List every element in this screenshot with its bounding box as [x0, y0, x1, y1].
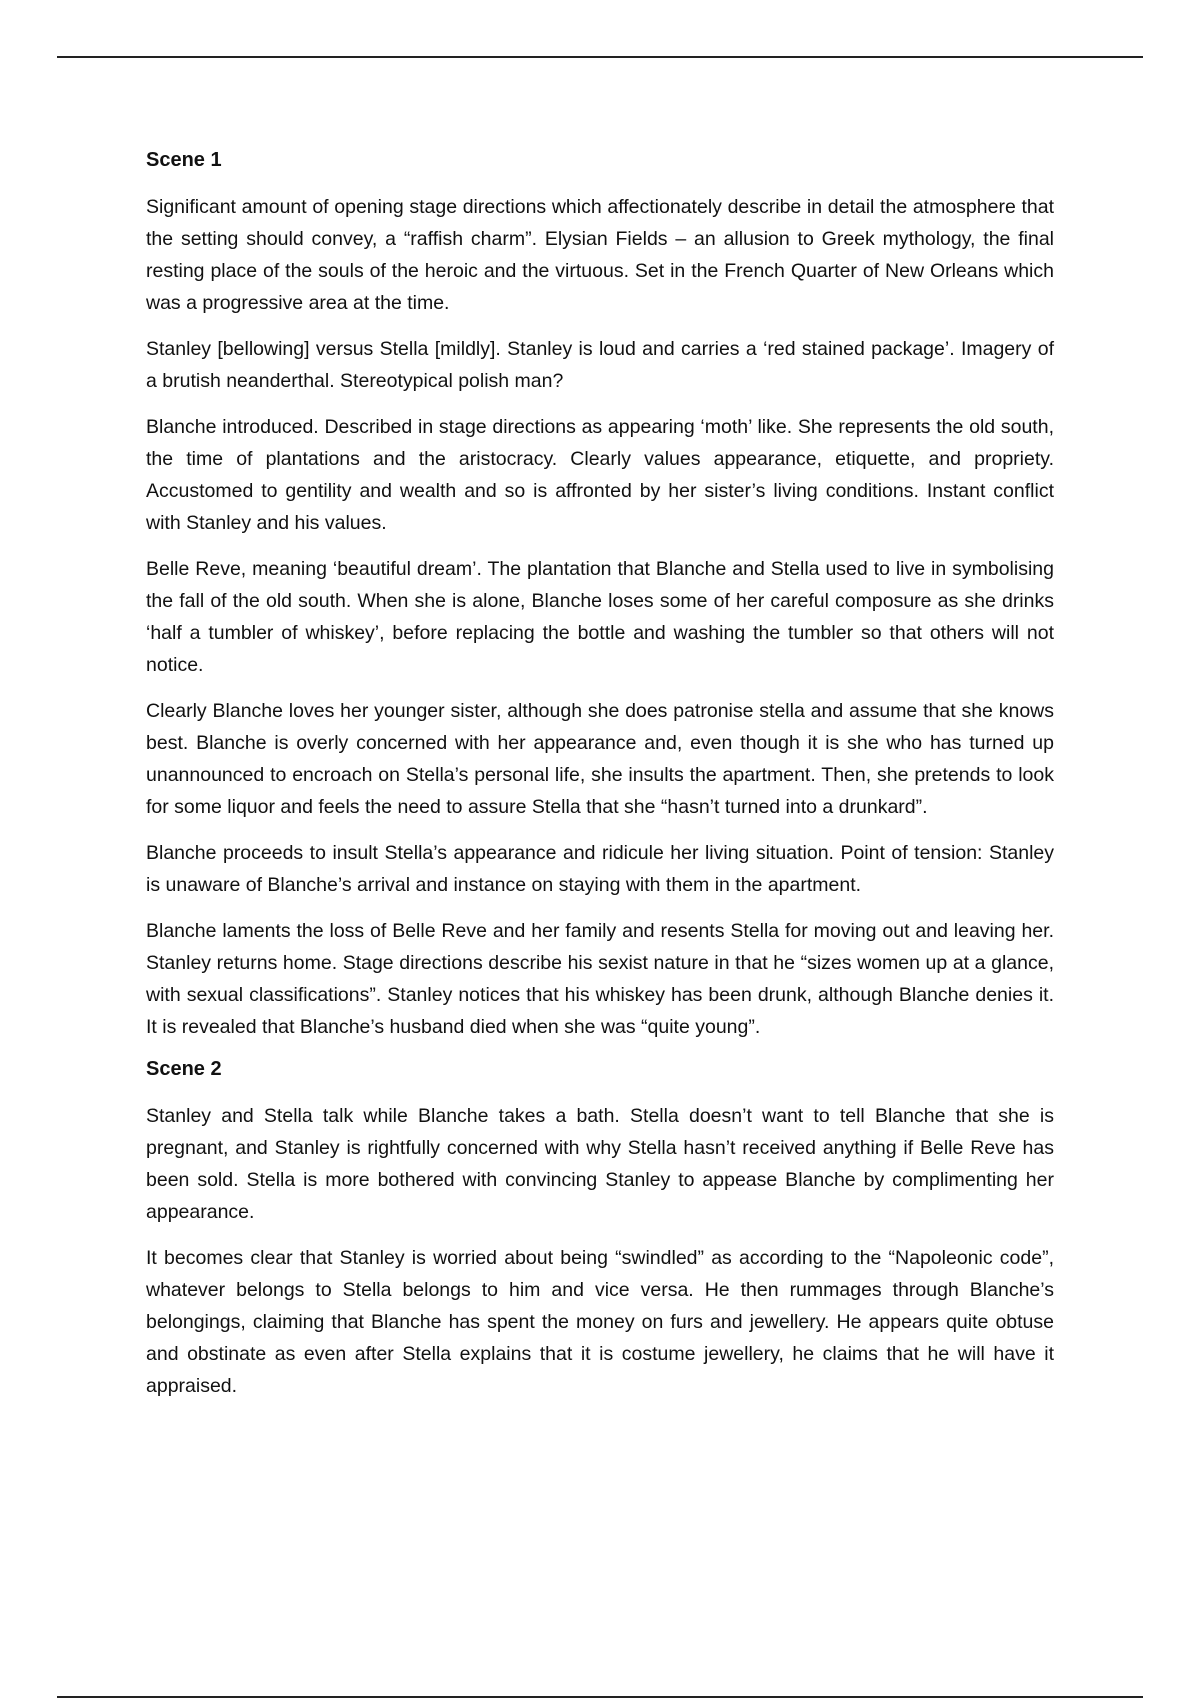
section-scene-1 — [146, 148, 1054, 1043]
paragraph: Stanley [bellowing] versus Stella [mildly]. Stanley is loud and carries a ‘red stained package’. Imagery of a brutish neanderthal. Stereotypical polish man? — [146, 338, 1054, 392]
paragraph: Significant amount of opening stage directions which affectionately describe in detail the atmosphere that the setting should convey, a “raffish charm”. Elysian Fields – an allusion to Greek mythology, the final resting place of the souls of the heroic and the virtuous. Set in the French Quarter of New Orleans which was a progressive area at the time. — [146, 196, 1054, 314]
document-body — [146, 148, 1054, 1416]
paragraph: Belle Reve, meaning ‘beautiful dream’. The plantation that Blanche and Stella used to live in symbolising the fall of the old south. When she is alone, Blanche loses some of her careful composure as she drinks ‘half a tumbler of whiskey’, before replacing the bottle and washing the tumbler so that others will not notice. — [146, 558, 1054, 676]
paragraph: Clearly Blanche loves her younger sister, although she does patronise stella and assume that she knows best. Blanche is overly concerned with her appearance and, even though it is she who has turned up unannounced to encroach on Stella’s personal life, she insults the apartment. Then, she pretends to look for some liquor and feels the need to assure Stella that she “hasn’t turned into a drunkard”. — [146, 700, 1054, 818]
paragraph: Stanley and Stella talk while Blanche takes a bath. Stella doesn’t want to tell Blanche that she is pregnant, and Stanley is rightfully concerned with why Stella hasn’t received anything if Belle Reve has been sold. Stella is more bothered with convincing Stanley to appease Blanche by complimenting her appearance. — [146, 1105, 1054, 1223]
paragraph: Blanche laments the loss of Belle Reve and her family and resents Stella for moving out and leaving her. Stanley returns home. Stage directions describe his sexist nature in that he “sizes women up at a glance, with sexual classifications”. Stanley notices that his whiskey has been drunk, although Blanche denies it. It is revealed that Blanche’s husband died when she was “quite young”. — [146, 920, 1054, 1038]
section-scene-2 — [146, 1057, 1054, 1402]
section-heading: Scene 2 — [146, 1058, 222, 1080]
paragraph: Blanche proceeds to insult Stella’s appearance and ridicule her living situation. Point of tension: Stanley is unaware of Blanche’s arrival and instance on staying with them in the apartment. — [146, 842, 1054, 896]
section-heading: Scene 1 — [146, 149, 222, 171]
paragraph: Blanche introduced. Described in stage directions as appearing ‘moth’ like. She represents the old south, the time of plantations and the aristocracy. Clearly values appearance, etiquette, and propriety. Accustomed to gentility and wealth and so is affronted by her sister’s living conditions. Instant conflict with Stanley and his values. — [146, 416, 1054, 534]
top-rule — [57, 56, 1143, 58]
paragraph: It becomes clear that Stanley is worried about being “swindled” as according to the “Napoleonic code”, whatever belongs to Stella belongs to him and vice versa. He then rummages through Blanche’s belongings, claiming that Blanche has spent the money on furs and jewellery. He appears quite obtuse and obstinate as even after Stella explains that it is costume jewellery, he claims that he will have it appraised. — [146, 1247, 1054, 1397]
bottom-rule — [57, 1696, 1143, 1698]
